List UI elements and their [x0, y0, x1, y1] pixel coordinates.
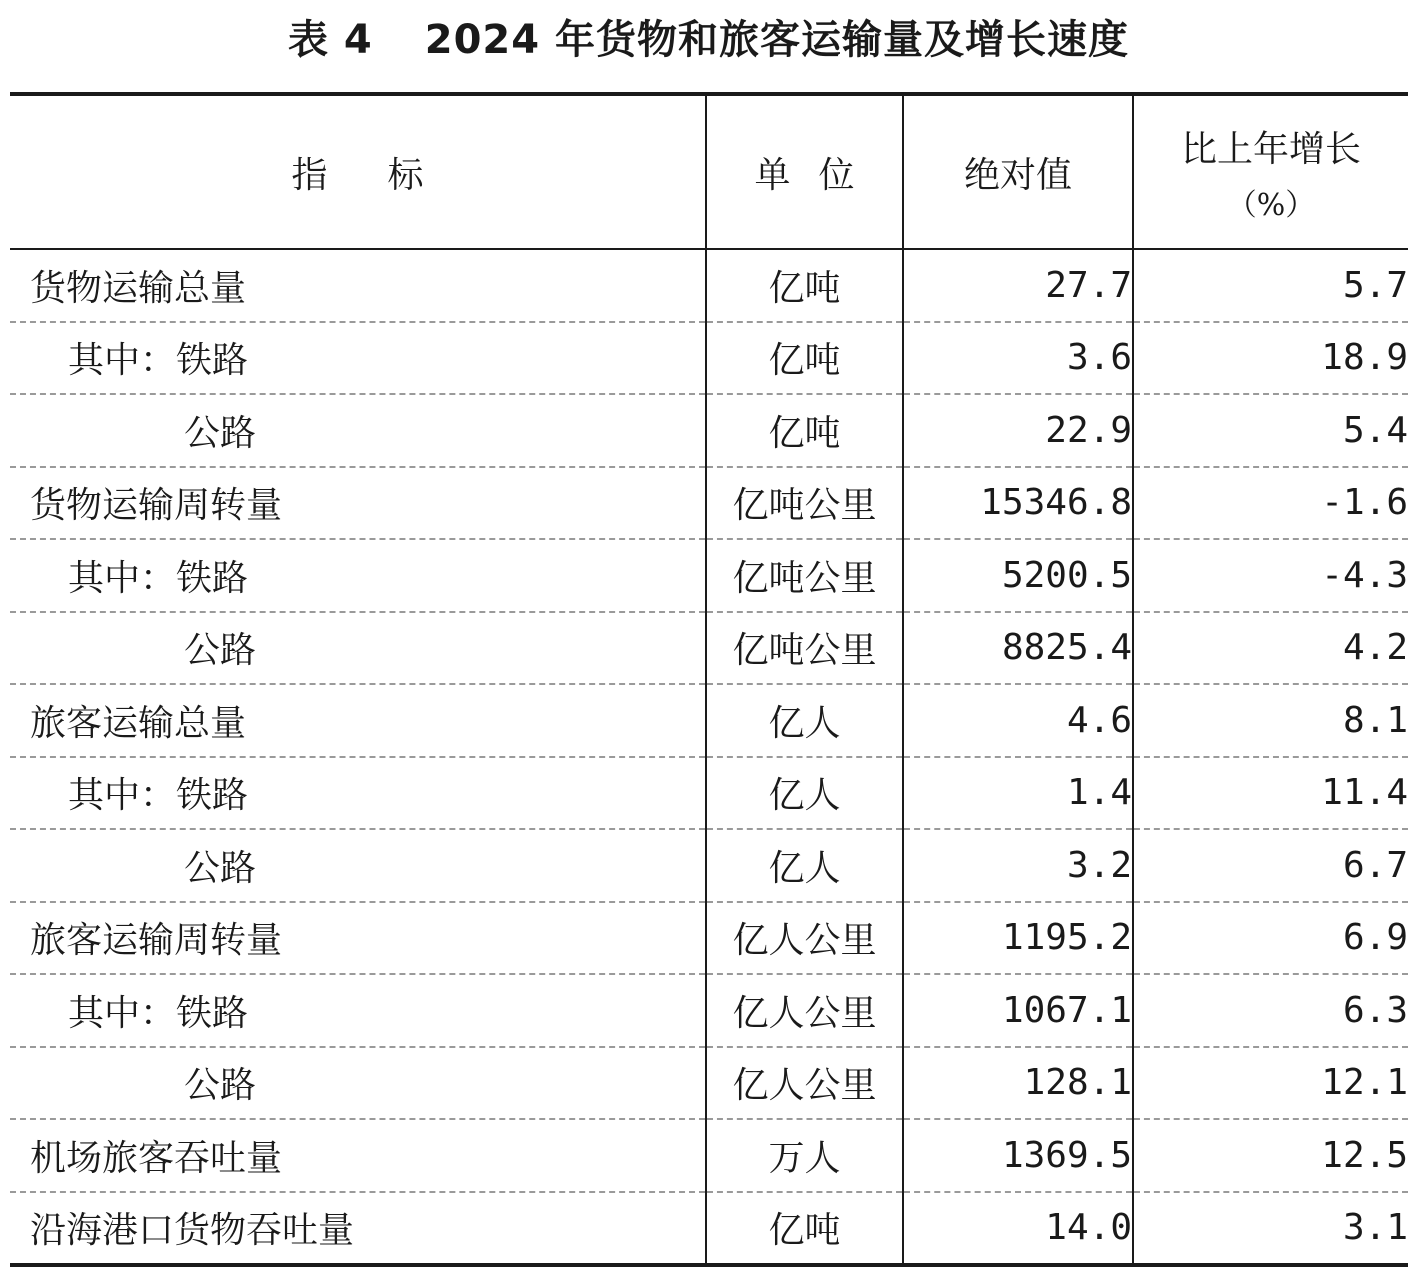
absolute-value-cell: 128.1 [903, 1047, 1133, 1120]
indicator-cell: 其中：铁路 [10, 974, 706, 1047]
indicator-cell: 货物运输总量 [10, 249, 706, 322]
indicator-cell: 旅客运输周转量 [10, 902, 706, 975]
absolute-value-cell: 3.6 [903, 322, 1133, 395]
indicator-cell: 机场旅客吞吐量 [10, 1119, 706, 1192]
indicator-cell: 沿海港口货物吞吐量 [30, 1210, 355, 1252]
table-row [10, 322, 1408, 395]
table-row [10, 757, 1408, 830]
header-indicator: 指标 [10, 94, 706, 249]
unit-cell: 亿吨公里 [706, 539, 903, 612]
table-header [10, 94, 1408, 249]
indicator-cell: 其中：铁路 [10, 322, 706, 395]
absolute-value-cell: 27.7 [903, 249, 1133, 322]
table-row [10, 974, 1408, 1047]
header-growth-label: 比上年增长 [1180, 128, 1361, 170]
unit-cell: 亿吨公里 [706, 467, 903, 540]
header-growth-unit: （%） [1226, 187, 1316, 223]
header-absolute-value: 绝对值 [903, 94, 1133, 249]
indicator-cell: 公路 [10, 394, 706, 467]
table-row [10, 902, 1408, 975]
unit-cell: 亿人 [706, 757, 903, 830]
growth-cell: 8.1 [1133, 684, 1408, 757]
table-row [10, 539, 1408, 612]
growth-cell: 6.7 [1133, 829, 1408, 902]
indicator-cell: 公路 [10, 612, 706, 685]
table-row [10, 1047, 1408, 1120]
absolute-value-cell: 4.6 [903, 684, 1133, 757]
table-row [10, 1119, 1408, 1192]
unit-cell: 亿吨 [706, 394, 903, 467]
growth-cell: 4.2 [1133, 612, 1408, 685]
growth-cell: 6.3 [1133, 974, 1408, 1047]
table-row [10, 1192, 1408, 1266]
table-body [10, 249, 1408, 1265]
growth-cell: 11.4 [1133, 757, 1408, 830]
unit-cell: 亿吨 [706, 322, 903, 395]
growth-cell: 12.1 [1133, 1047, 1408, 1120]
table-row [10, 249, 1408, 322]
table-row [10, 684, 1408, 757]
absolute-value-cell: 15346.8 [903, 467, 1133, 540]
absolute-value-cell: 1.4 [903, 757, 1133, 830]
absolute-value-cell: 1195.2 [903, 902, 1133, 975]
unit-cell: 亿吨 [706, 249, 903, 322]
unit-cell: 亿吨公里 [706, 612, 903, 685]
growth-cell: 5.4 [1133, 394, 1408, 467]
unit-cell: 亿人 [706, 829, 903, 902]
transport-statistics-table [10, 92, 1408, 1267]
growth-cell: 12.5 [1133, 1119, 1408, 1192]
absolute-value-cell: 22.9 [903, 394, 1133, 467]
indicator-cell: 公路 [10, 1047, 706, 1120]
indicator-cell: 货物运输周转量 [10, 467, 706, 540]
header-growth [1133, 94, 1408, 249]
growth-cell: 6.9 [1133, 902, 1408, 975]
absolute-value-cell: 3.2 [903, 829, 1133, 902]
unit-cell: 亿吨 [706, 1192, 903, 1266]
absolute-value-cell: 1067.1 [903, 974, 1133, 1047]
unit-cell: 万人 [706, 1119, 903, 1192]
table-row [10, 829, 1408, 902]
growth-cell: -4.3 [1133, 539, 1408, 612]
absolute-value-cell: 1369.5 [903, 1119, 1133, 1192]
indicator-cell: 其中：铁路 [10, 539, 706, 612]
header-unit: 单位 [706, 94, 903, 249]
table-row [10, 612, 1408, 685]
table-row [10, 467, 1408, 540]
table-number: 表 4 [287, 17, 373, 63]
header-row [10, 94, 1408, 249]
unit-cell: 亿人公里 [706, 1047, 903, 1120]
unit-cell: 亿人 [706, 684, 903, 757]
indicator-cell: 旅客运输总量 [10, 684, 706, 757]
unit-cell: 亿人公里 [706, 902, 903, 975]
absolute-value-cell: 14.0 [903, 1192, 1133, 1266]
growth-cell: 5.7 [1133, 249, 1408, 322]
growth-cell: -1.6 [1133, 467, 1408, 540]
table-title [0, 8, 1417, 72]
growth-cell: 3.1 [1133, 1192, 1408, 1266]
table-row [10, 394, 1408, 467]
unit-cell: 亿人公里 [706, 974, 903, 1047]
absolute-value-cell: 8825.4 [903, 612, 1133, 685]
indicator-cell: 公路 [10, 829, 706, 902]
table-caption: 2024 年货物和旅客运输量及增长速度 [424, 17, 1130, 63]
growth-cell: 18.9 [1133, 322, 1408, 395]
absolute-value-cell: 5200.5 [903, 539, 1133, 612]
indicator-cell: 其中：铁路 [10, 757, 706, 830]
